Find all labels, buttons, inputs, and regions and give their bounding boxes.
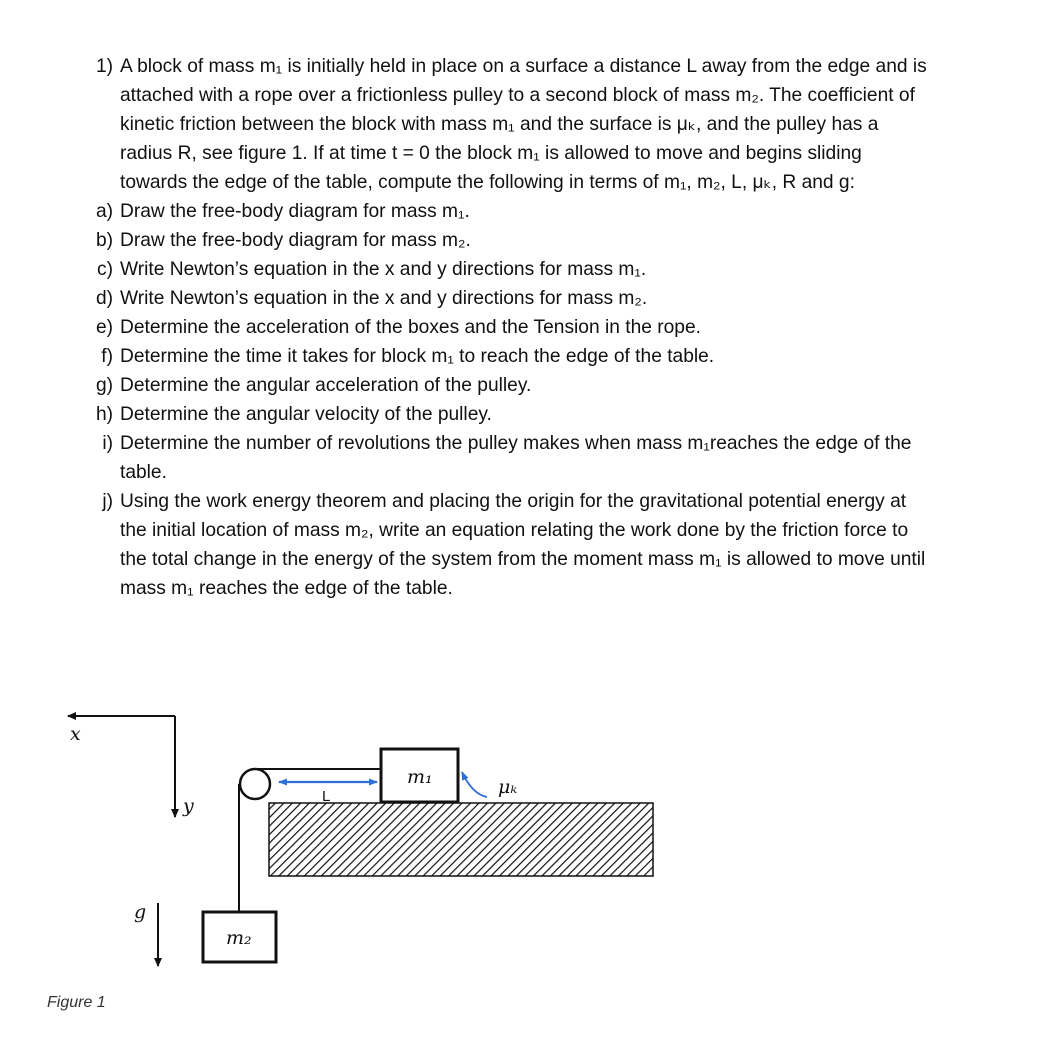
block-m1-label: m₁ — [407, 766, 433, 788]
y-axis-label: y — [183, 795, 194, 817]
part-text: the total change in the energy of the system from the moment mass m₁ is allowed to move until — [120, 549, 926, 570]
table-surface — [269, 803, 653, 876]
part-text: Determine the time it takes for block m₁ to reach the edge of the table. — [120, 346, 715, 367]
part-text: Draw the free-body diagram for mass m₂. — [120, 230, 471, 251]
intro-line: towards the edge of the table, compute the following in terms of m₁, m₂, L, μₖ, R and g: — [120, 172, 855, 193]
part-label: g) — [95, 375, 113, 396]
part-label: h) — [95, 404, 113, 425]
friction-label: μₖ — [498, 776, 518, 798]
part-label: i) — [102, 433, 113, 454]
part-text: Write Newton’s equation in the x and y directions for mass m₂. — [120, 288, 648, 309]
part-text: Determine the acceleration of the boxes and the Tension in the rope. — [120, 317, 701, 338]
intro-line: A block of mass m₁ is initially held in place on a surface a distance L away from the edge and is — [120, 56, 927, 77]
part-text: mass m₁ reaches the edge of the table. — [120, 578, 453, 599]
block-m2-label: m₂ — [226, 927, 252, 949]
gravity-indicator — [134, 901, 158, 966]
intro-line: radius R, see figure 1. If at time t = 0 the block m₁ is allowed to move and begins sliding — [120, 143, 862, 164]
friction-pointer — [462, 772, 487, 797]
intro-line: kinetic friction between the block with mass m₁ and the surface is μₖ, and the pulley has a — [120, 114, 879, 135]
gravity-label: g — [134, 901, 147, 923]
part-text: Determine the angular velocity of the pulley. — [120, 404, 492, 425]
part-label: a) — [95, 201, 113, 222]
part-label: c) — [97, 259, 113, 280]
part-text: Using the work energy theorem and placing the origin for the gravitational potential energy at — [120, 491, 907, 512]
part-text: Determine the number of revolutions the pulley makes when mass m₁reaches the edge of the — [120, 433, 912, 454]
part-text: Determine the angular acceleration of the pulley. — [120, 375, 532, 396]
block-m1 — [381, 749, 458, 802]
part-label: d) — [95, 288, 113, 309]
part-label: j) — [102, 491, 113, 512]
pulley-wheel — [240, 769, 270, 799]
friction-indicator — [462, 772, 517, 798]
part-text: table. — [120, 462, 167, 483]
intro-line: attached with a rope over a frictionless pulley to a second block of mass m₂. The coefficient of — [120, 85, 915, 106]
problem-number: 1) — [95, 56, 113, 77]
block-m2 — [203, 912, 276, 962]
coordinate-axes — [68, 716, 194, 817]
figure-caption: Figure 1 — [47, 994, 106, 1011]
part-text: the initial location of mass m₂, write an equation relating the work done by the friction force to — [120, 520, 909, 541]
part-text: Write Newton’s equation in the x and y directions for mass m₁. — [120, 259, 647, 280]
x-axis-label: x — [70, 723, 81, 745]
part-label: b) — [95, 230, 113, 251]
part-label: f) — [101, 346, 113, 367]
part-label: e) — [95, 317, 113, 338]
distance-label: L — [322, 788, 331, 805]
part-text: Draw the free-body diagram for mass m₁. — [120, 201, 470, 222]
distance-indicator — [279, 782, 377, 805]
